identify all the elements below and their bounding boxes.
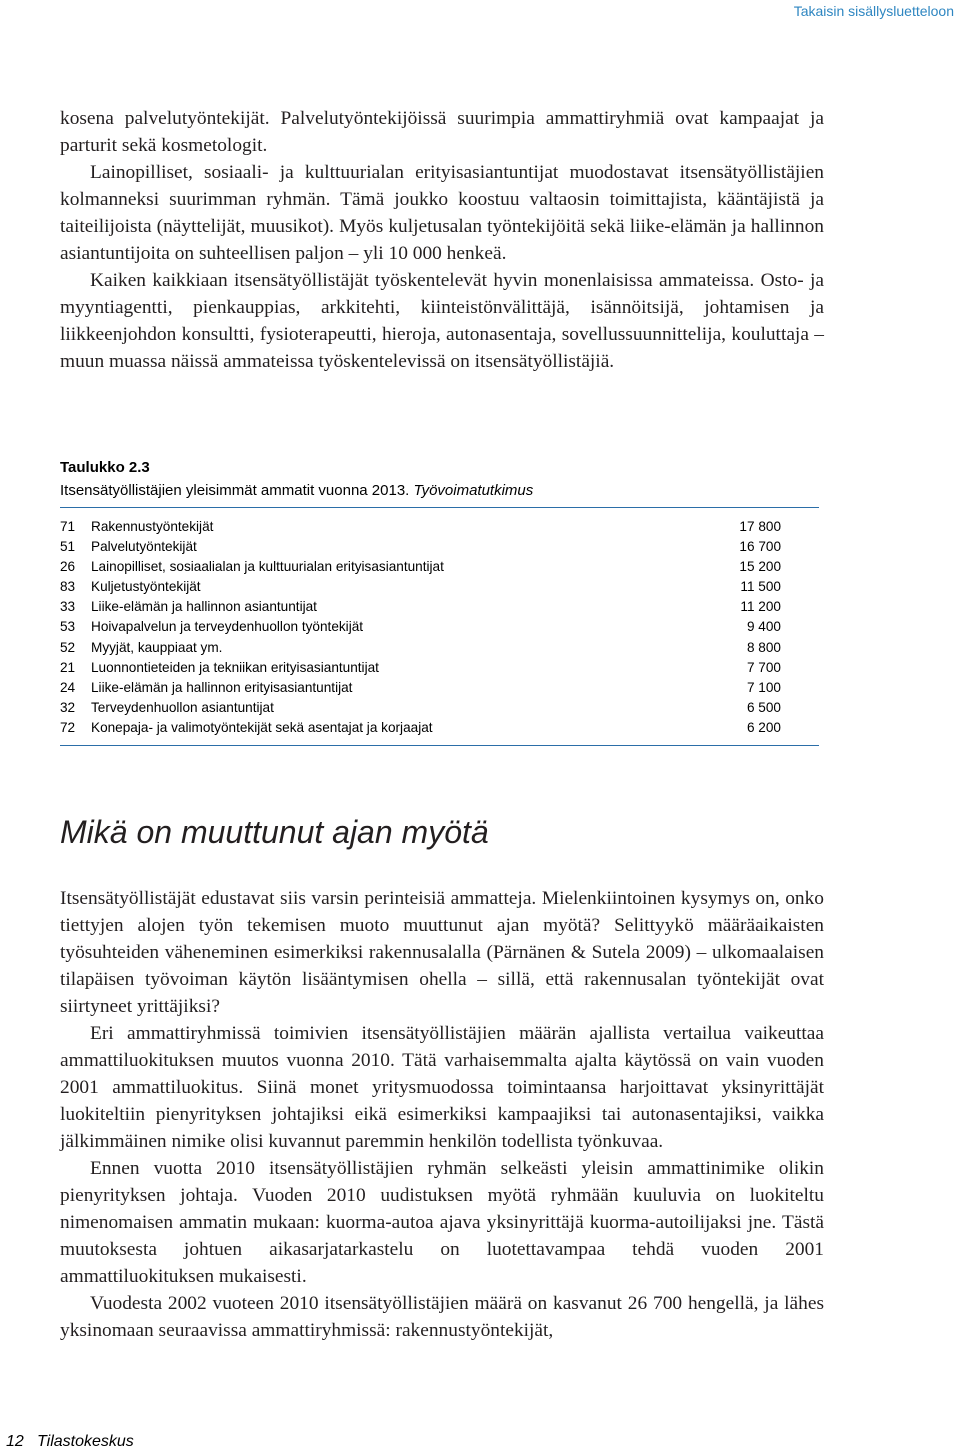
occupation-name: Myyjät, kauppiaat ym.	[91, 639, 223, 655]
occupation-count: 15 200	[739, 559, 781, 575]
occupation-name: Kuljetustyöntekijät	[91, 579, 201, 595]
table-row	[60, 537, 820, 557]
table-row	[60, 597, 820, 617]
publisher-name: Tilastokeskus	[37, 1433, 134, 1450]
occupation-count: 8 800	[746, 639, 781, 655]
paragraph: Ennen vuotta 2010 itsensätyöllistäjien ryhmän selkeästi yleisin ammattinimike olikin pienyrityksen johtaja. Vuoden 2010 uudistuksen myötä ryhmään kuuluvia on luokiteltu nimenomaisen ammatin mukaan: kuorma-autoa ajava yksinyrittäjä kuorma-autoilijaksi jne. Tästä muutoksesta johtuen aikasarjatarkastelu on luotettavampaa tehdä vuoden 2001 ammattiluokituksen mukaisesti.	[60, 1158, 824, 1287]
occupations-table	[60, 517, 820, 738]
table-label: Taulukko 2.3	[60, 459, 150, 476]
table-caption	[60, 482, 533, 500]
occupation-count: 6 500	[746, 699, 781, 715]
occupation-code: 33	[60, 599, 76, 615]
occupation-name: Hoivapalvelun ja terveydenhuollon työntekijät	[91, 619, 364, 635]
table-row	[60, 617, 820, 637]
occupation-code: 21	[60, 659, 76, 675]
back-to-toc-link[interactable]: Takaisin sisällysluetteloon	[793, 3, 954, 19]
table-row	[60, 557, 820, 577]
paragraph: Lainopilliset, sosiaali- ja kulttuurialan erityisasiantuntijat muodostavat itsensätyöllistäjien kolmanneksi suurimman ryhmän. Tämä joukko koostuu valtaosin toimittajista, kääntäjistä ja taiteilijoista (näyttelijät, muusikot). Myös kuljetusalan työntekijöitä sekä liike-elämän ja hallinnon asiantuntijoita on suhteellisen paljon – yli 10 000 henkeä.	[60, 162, 824, 264]
occupation-count: 11 500	[740, 579, 781, 595]
occupation-code: 52	[60, 639, 76, 655]
paragraph: Itsensätyöllistäjät edustavat siis varsin perinteisiä ammatteja. Mielenkiintoinen kysymys on, onko tiettyjen alojen työn tekemisen muoto muuttunut ajan myötä? Selittyykö määräaikaisten työsuhteiden väheneminen esimerkiksi rakennusalalla (Pärnänen & Sutela 2009) – ulkomaalaisen tilapäisen työvoiman käytön lisääntymisen ohella – sillä, että rakennusalan työntekijät ovat siirtyneet yrittäjiksi?	[60, 888, 824, 1017]
table-row	[60, 638, 820, 658]
section-text	[60, 885, 824, 1344]
occupation-name: Liike-elämän ja hallinnon asiantuntijat	[91, 599, 317, 615]
occupation-count: 17 800	[739, 519, 781, 534]
page-number: 12	[6, 1433, 24, 1450]
occupation-code: 51	[60, 539, 76, 555]
paragraph: Kaiken kaikkiaan itsensätyöllistäjät työskentelevät hyvin monenlaisissa ammateissa. Osto- ja myyntiagentti, pienkauppias, arkkitehti, kiinteistönvälittäjä, isännöitsijä, johtamisen ja liikkeenjohdon konsultti, fysioterapeutti, hieroja, autonasentaja, sovellussuunnittelija, kouluttaja – muun muassa näissä ammateissa työskentelevissä on itsensätyöllistäjiä.	[60, 270, 824, 372]
table-row	[60, 718, 820, 738]
occupation-count: 11 200	[740, 599, 781, 615]
occupation-name: Rakennustyöntekijät	[91, 519, 214, 534]
occupation-code: 32	[60, 699, 76, 715]
paragraph: Eri ammattiryhmissä toimivien itsensätyöllistäjien määrän ajallista vertailua vaikeuttaa ammattiluokituksen muutos vuonna 2010. Tätä varhaisemmalta ajalta käytössä on vain vuoden 2001 ammattiluokitus. Siinä monet yritysmuodossa toimintaansa harjoittavat yksinyrittäjät luokiteltiin pienyrityksen johtajiksi eikä esimerkiksi kampaajiksi tai autonasentajiksi, vaikka jälkimmäinen nimike olisi kuvannut paremmin henkilön todellista työnkuvaa.	[60, 1023, 824, 1152]
table-bottom-rule	[60, 745, 819, 746]
occupation-count: 7 700	[746, 659, 781, 675]
occupation-code: 26	[60, 559, 76, 575]
occupation-count: 9 400	[746, 619, 781, 635]
occupation-code: 24	[60, 679, 76, 695]
table-row	[60, 698, 820, 718]
paragraph: kosena palvelutyöntekijät. Palvelutyöntekijöissä suurimpia ammattiryhmiä ovat kampaajat ja parturit sekä kosmetologit.	[60, 108, 824, 156]
section-heading: Mikä on muuttunut ajan myötä	[60, 814, 489, 850]
occupation-code: 71	[60, 519, 76, 534]
occupation-name: Lainopilliset, sosiaalialan ja kulttuurialan erityisasiantuntijat	[91, 559, 444, 575]
occupation-code: 53	[60, 619, 76, 635]
table-row	[60, 517, 820, 537]
occupation-name: Palvelutyöntekijät	[91, 539, 197, 555]
table-row	[60, 577, 820, 597]
occupation-count: 7 100	[746, 679, 781, 695]
occupation-name: Terveydenhuollon asiantuntijat	[91, 699, 274, 715]
occupation-name: Konepaja- ja valimotyöntekijät sekä asentajat ja korjaajat	[91, 719, 433, 735]
occupation-count: 6 200	[746, 719, 781, 735]
page-footer	[6, 1433, 134, 1451]
intro-text	[60, 105, 824, 375]
table-row	[60, 658, 820, 678]
occupation-count: 16 700	[739, 539, 781, 555]
table-source: Työvoimatutkimus	[413, 482, 534, 499]
paragraph: Vuodesta 2002 vuoteen 2010 itsensätyöllistäjien määrä on kasvanut 26 700 hengellä, ja lähes yksinomaan seuraavissa ammattiryhmissä: rakennustyöntekijät,	[60, 1293, 824, 1341]
occupation-code: 72	[60, 719, 76, 735]
table-caption-text: Itsensätyöllistäjien yleisimmät ammatit vuonna 2013.	[60, 482, 410, 499]
occupation-name: Liike-elämän ja hallinnon erityisasiantuntijat	[91, 679, 353, 695]
occupation-code: 83	[60, 579, 76, 595]
occupation-name: Luonnontieteiden ja tekniikan erityisasiantuntijat	[91, 659, 379, 675]
table-row	[60, 678, 820, 698]
table-top-rule	[60, 507, 819, 508]
